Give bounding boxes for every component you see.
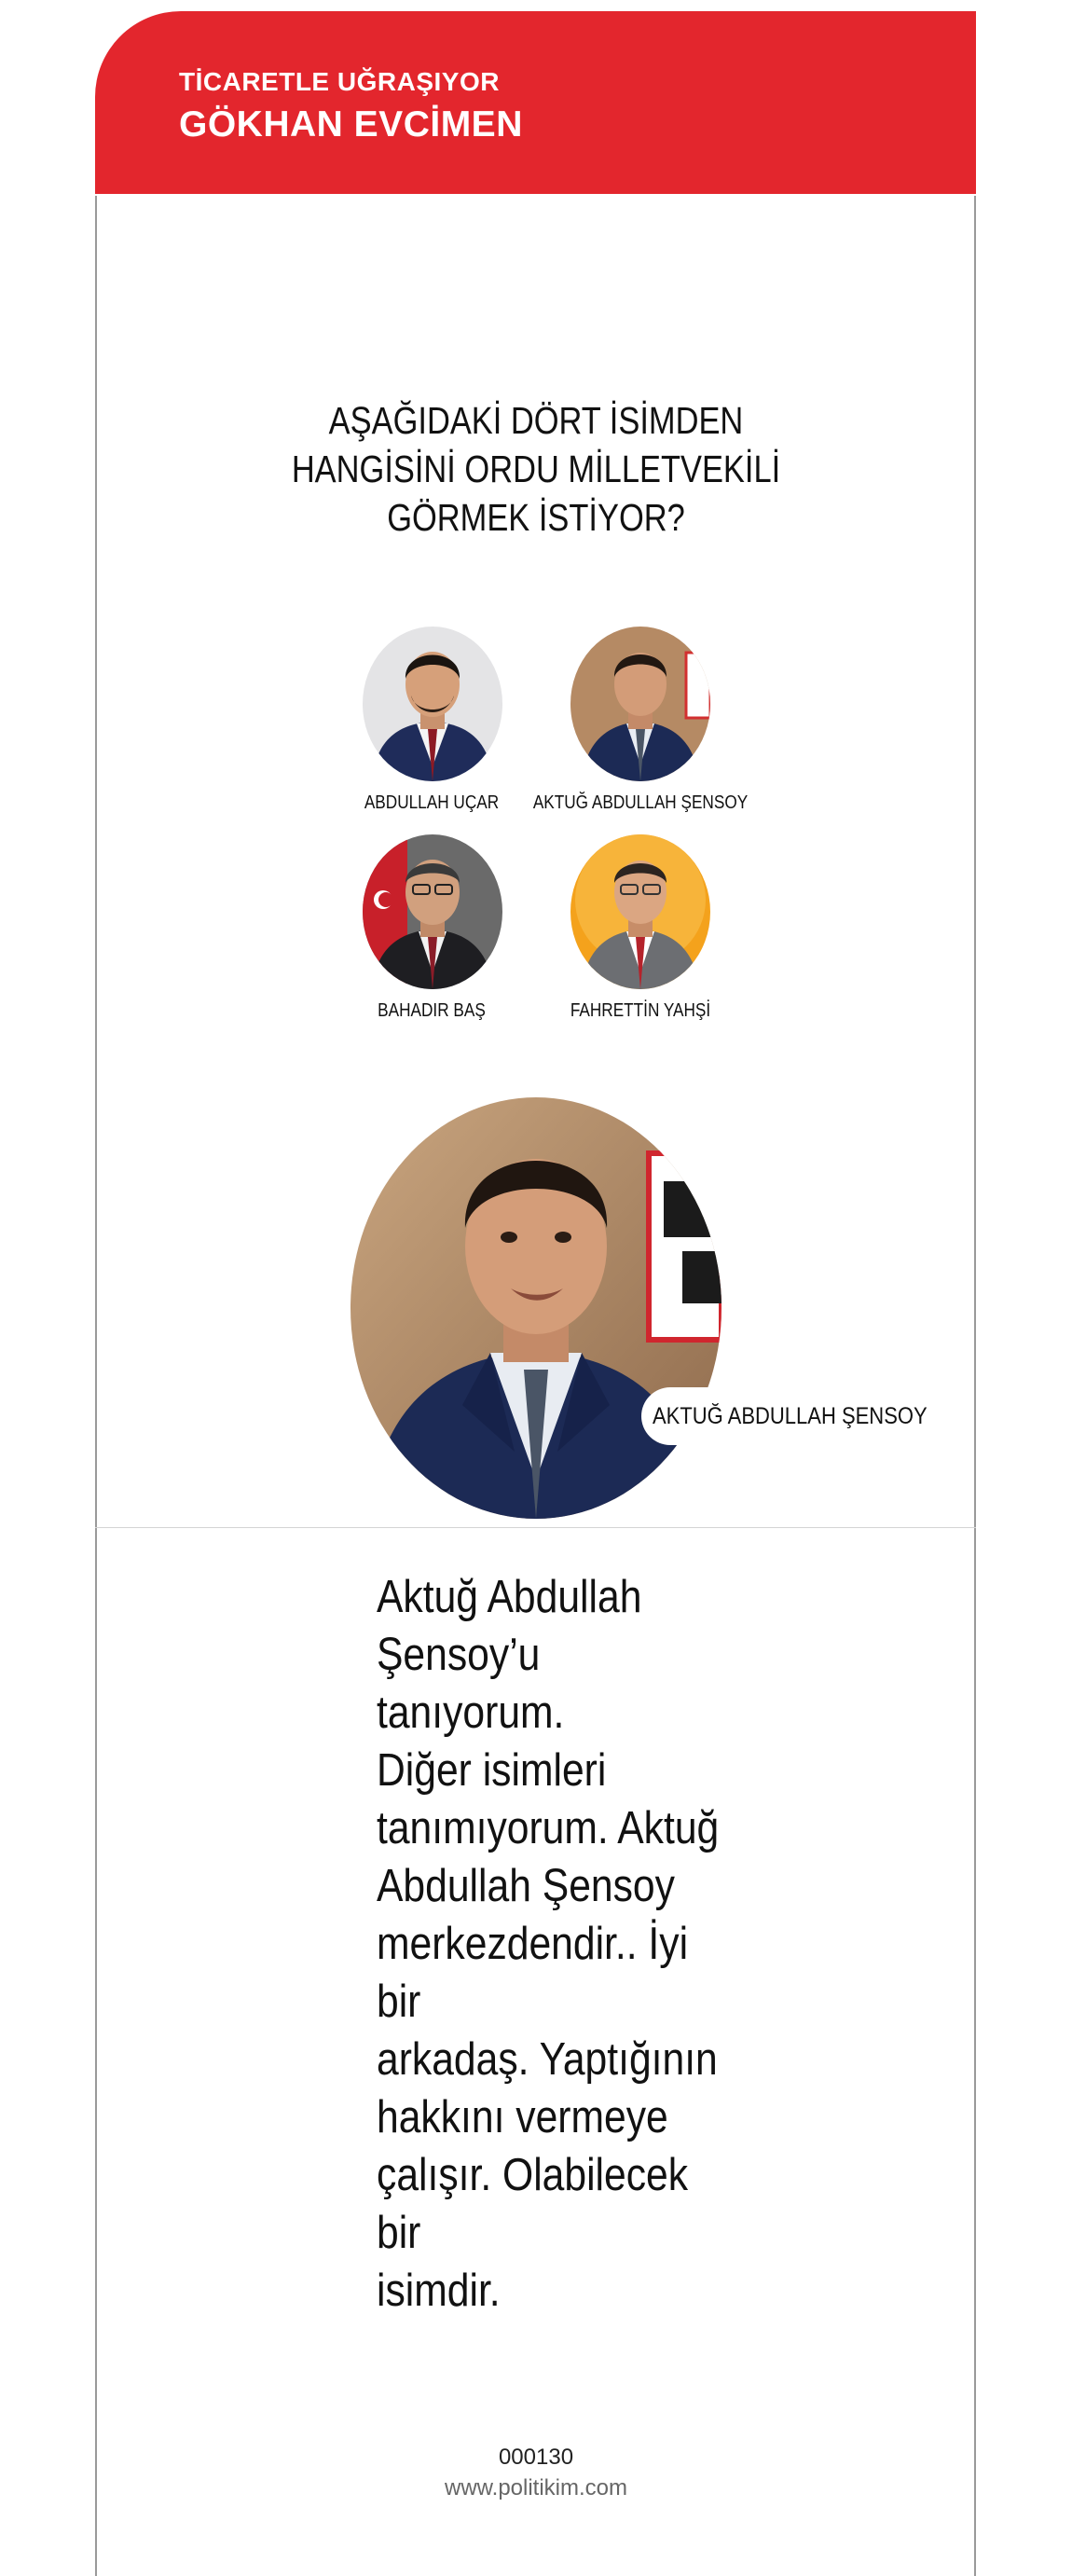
person-name: GÖKHAN EVCİMEN <box>179 104 523 145</box>
candidate-photo-aktug-abdullah-sensoy <box>570 627 710 781</box>
candidate-label: AKTUĞ ABDULLAH ŞENSOY <box>532 792 749 813</box>
answer-line: hakkını vermeye <box>377 2092 668 2142</box>
card-border-left <box>95 196 97 2576</box>
selected-candidate-photo <box>350 1097 722 1519</box>
question-line: HANGİSİNİ ORDU MİLLETVEKİLİ <box>291 448 781 490</box>
question-line: GÖRMEK İSTİYOR? <box>387 496 685 539</box>
answer-line: Diğer isimleri <box>377 1745 607 1796</box>
person-occupation: TİCARETLE UĞRAŞIYOR <box>179 67 500 96</box>
question-line: AŞAĞIDAKİ DÖRT İSİMDEN <box>328 399 744 442</box>
candidate-label: BAHADIR BAŞ <box>378 1000 486 1021</box>
page-code: 000130 <box>498 2445 574 2470</box>
candidate-label: FAHRETTİN YAHŞİ <box>570 1000 711 1021</box>
answer-line: Aktuğ Abdullah <box>377 1572 642 1622</box>
section-divider <box>95 1527 976 1528</box>
candidate-photo-bahadir-bas <box>363 834 502 989</box>
header-banner <box>95 11 976 194</box>
answer-line: merkezdendir.. İyi bir <box>377 1919 689 2027</box>
website-link[interactable]: www.politikim.com <box>444 2475 628 2500</box>
candidate-photo-abdullah-ucar <box>363 627 502 781</box>
answer-line: isimdir. <box>377 2266 501 2316</box>
answer-line: çalışır. Olabilecek bir <box>377 2150 689 2258</box>
selected-candidate-name: AKTUĞ ABDULLAH ŞENSOY <box>653 1403 928 1429</box>
answer-line: Şensoy’u tanıyorum. <box>377 1630 565 1738</box>
answer-line: tanımıyorum. Aktuğ <box>377 1803 720 1853</box>
answer-line: Abdullah Şensoy <box>377 1861 675 1911</box>
candidate-photo-fahrettin-yahsi <box>570 834 710 989</box>
candidate-label: ABDULLAH UÇAR <box>364 792 500 813</box>
answer-text <box>377 1568 734 2320</box>
answer-line: arkadaş. Yaptığının <box>377 2034 718 2085</box>
card-border-right <box>974 196 976 2576</box>
survey-question <box>282 396 790 542</box>
